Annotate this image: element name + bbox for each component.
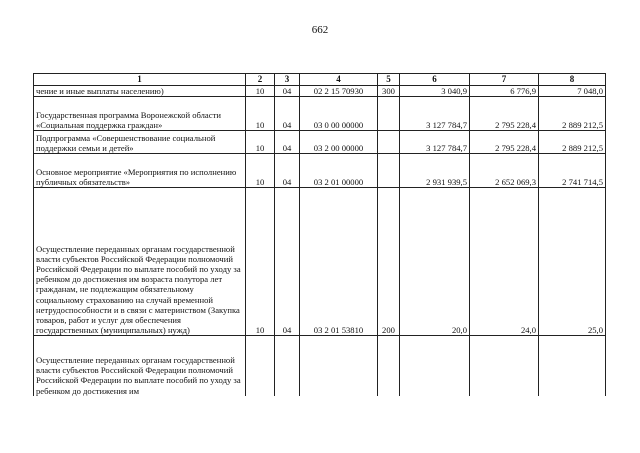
row-subsection (275, 336, 300, 396)
row-amount-year3 (539, 336, 606, 396)
row-target-code: 02 2 15 70930 (300, 86, 378, 97)
row-target-code: 03 2 00 00000 (300, 131, 378, 154)
row-subsection: 04 (275, 97, 300, 131)
header-cell-2: 2 (246, 74, 275, 86)
row-section (246, 336, 275, 396)
row-target-code: 03 2 01 53810 (300, 188, 378, 336)
table-row (34, 188, 606, 336)
budget-table (33, 73, 606, 396)
row-name: Подпрограмма «Совершенствование социальной поддержки семьи и детей» (34, 131, 246, 154)
row-amount-year1: 2 931 939,5 (400, 154, 470, 188)
row-section: 10 (246, 86, 275, 97)
header-cell-6: 6 (400, 74, 470, 86)
row-expense-type: 200 (378, 188, 400, 336)
row-name: Основное мероприятие «Мероприятия по исполнению публичных обязательств» (34, 154, 246, 188)
row-name: чение и иные выплаты населению) (34, 86, 246, 97)
row-section: 10 (246, 131, 275, 154)
row-amount-year2 (470, 336, 539, 396)
row-amount-year1: 3 127 784,7 (400, 97, 470, 131)
row-amount-year3: 2 889 212,5 (539, 131, 606, 154)
row-name: Осуществление переданных органам государственной власти субъектов Российской Федерации полномочий Российской Федерации по выплате пособий по уходу за ребенком до достижения им (34, 336, 246, 396)
header-cell-1: 1 (34, 74, 246, 86)
row-amount-year2: 2 652 069,3 (470, 154, 539, 188)
row-subsection: 04 (275, 188, 300, 336)
row-amount-year3: 7 048,0 (539, 86, 606, 97)
row-section: 10 (246, 188, 275, 336)
row-amount-year2: 6 776,9 (470, 86, 539, 97)
table-row (34, 131, 606, 154)
row-expense-type (378, 131, 400, 154)
row-name: Государственная программа Воронежской области «Социальная поддержка граждан» (34, 97, 246, 131)
row-subsection: 04 (275, 154, 300, 188)
row-amount-year2: 24,0 (470, 188, 539, 336)
row-target-code: 03 0 00 00000 (300, 97, 378, 131)
row-amount-year2: 2 795 228,4 (470, 97, 539, 131)
header-row (34, 74, 606, 86)
header-cell-3: 3 (275, 74, 300, 86)
row-expense-type (378, 97, 400, 131)
row-subsection: 04 (275, 131, 300, 154)
table-row (34, 154, 606, 188)
row-amount-year3: 25,0 (539, 188, 606, 336)
row-amount-year1: 3 127 784,7 (400, 131, 470, 154)
header-cell-7: 7 (470, 74, 539, 86)
row-amount-year2: 2 795 228,4 (470, 131, 539, 154)
header-cell-8: 8 (539, 74, 606, 86)
table-row (34, 336, 606, 396)
row-amount-year3: 2 741 714,5 (539, 154, 606, 188)
row-amount-year1: 3 040,9 (400, 86, 470, 97)
row-amount-year1 (400, 336, 470, 396)
row-expense-type (378, 336, 400, 396)
row-subsection: 04 (275, 86, 300, 97)
row-expense-type (378, 154, 400, 188)
header-cell-5: 5 (378, 74, 400, 86)
header-cell-4: 4 (300, 74, 378, 86)
row-section: 10 (246, 97, 275, 131)
table-row (34, 97, 606, 131)
row-target-code (300, 336, 378, 396)
page-number: 662 (311, 24, 329, 36)
row-amount-year1: 20,0 (400, 188, 470, 336)
table-row (34, 86, 606, 97)
row-expense-type: 300 (378, 86, 400, 97)
row-amount-year3: 2 889 212,5 (539, 97, 606, 131)
row-name: Осуществление переданных органам государственной власти субъектов Российской Федерации полномочий Российской Федерации по выплате пособий по уходу за ребенком до достижения им возраста полутора лет гражданам, не подлежащим обязательному социальному страхованию на случай временной нетрудоспособности и в связи с материнством (Закупка товаров, работ и услуг для обеспечения государственных (муниципальных) нужд) (34, 188, 246, 336)
row-section: 10 (246, 154, 275, 188)
row-target-code: 03 2 01 00000 (300, 154, 378, 188)
